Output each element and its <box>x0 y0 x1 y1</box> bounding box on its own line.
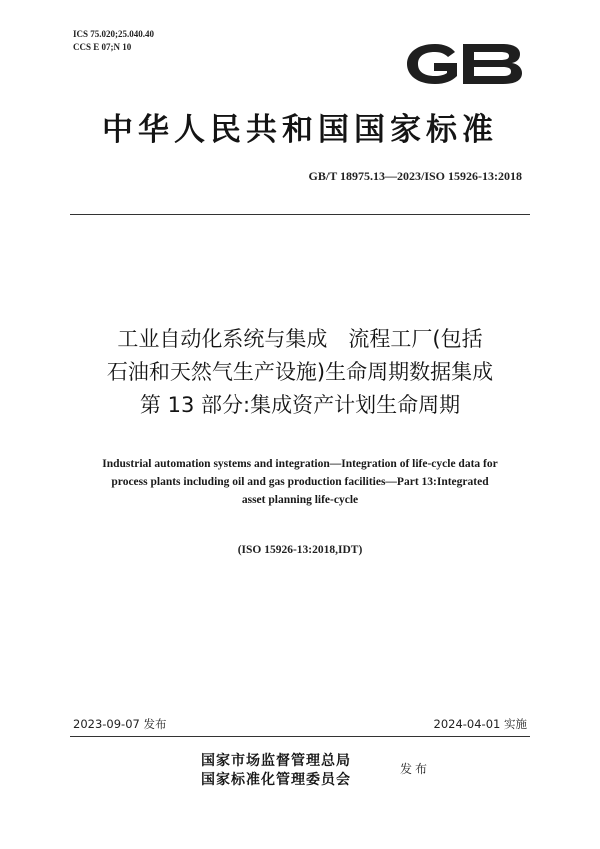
issuer-sac: 国家标准化管理委员会 <box>201 772 351 788</box>
chinese-title-line: 第 13 部分:集成资产计划生命周期 <box>139 393 461 417</box>
ccs-code: CCS E 07;N 10 <box>73 42 132 52</box>
top-divider <box>70 214 530 215</box>
english-title-line: Industrial automation systems and integration—Integration of life-cycle data for <box>102 458 498 470</box>
issuing-bodies <box>201 752 351 790</box>
issuer-samr: 国家市场监督管理总局 <box>201 753 351 769</box>
english-title-line: asset planning life-cycle <box>241 494 359 506</box>
chinese-title-line: 工业自动化系统与集成 流程工厂(包括 <box>117 327 483 351</box>
chinese-title-line: 石油和天然气生产设施)生命周期数据集成 <box>106 360 494 384</box>
ics-code: ICS 75.020;25.040.40 <box>73 29 155 39</box>
bottom-divider <box>70 736 530 737</box>
english-title-line: process plants including oil and gas production facilities—Part 13:Integrated <box>111 476 489 488</box>
publish-label: 发布 <box>400 762 431 776</box>
standard-category: 中华人民共和国国家标准 <box>102 112 498 148</box>
english-title <box>0 455 600 509</box>
classification-codes <box>73 28 154 54</box>
chinese-title <box>0 323 600 422</box>
release-date: 2023-09-07 发布 <box>73 717 167 731</box>
standard-number: GB/T 18975.13—2023/ISO 15926-13:2018 <box>308 169 522 183</box>
gb-logo <box>405 44 522 84</box>
implementation-date: 2024-04-01 实施 <box>433 717 527 731</box>
equivalence-note: (ISO 15926-13:2018,IDT) <box>237 544 363 556</box>
